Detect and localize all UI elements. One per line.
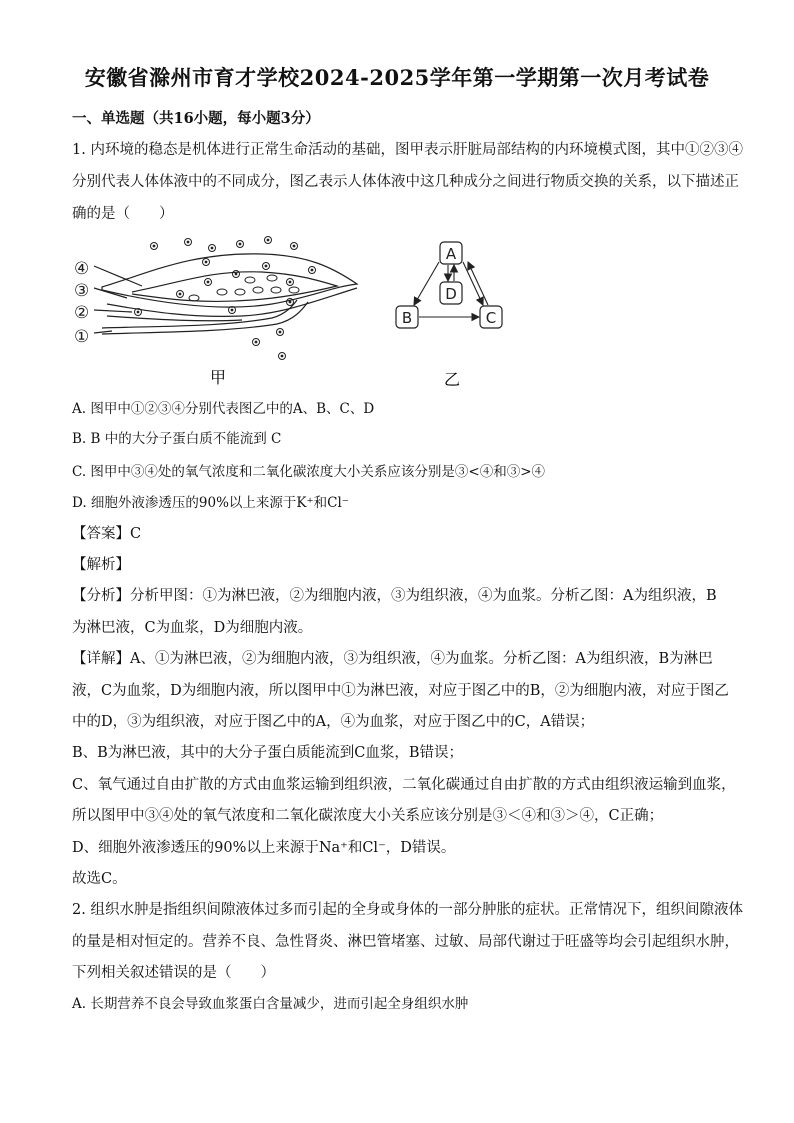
q2-stem-line: 2. 组织水肿是指组织间隙液体过多而引起的全身或身体的一部分肿胀的症状。正常情况下，组织间隙液体 <box>72 902 743 918</box>
q1-analysis-line: C、氧气通过自由扩散的方式由血浆运输到组织液，二氧化碳通过自由扩散的方式由组织液运输到血浆， <box>72 777 736 793</box>
q1-analysis-line: 液，C为血浆，D为细胞内液，所以图甲中①为淋巴液，对应于图乙中的B，②为细胞内液，对应于图乙 <box>72 683 729 699</box>
q1-option-b: B. B 中的大分子蛋白质不能流到 C <box>72 431 282 447</box>
caption-yi: 乙 <box>444 370 461 389</box>
node-a-label: A <box>445 245 457 263</box>
label-2: ② <box>74 303 90 323</box>
q1-stem-line: 确的是（ ） <box>72 206 174 222</box>
node-b-label: B <box>401 309 413 327</box>
q1-stem-line: 分别代表人体体液中的不同成分，图乙表示人体体液中这几种成分之间进行物质交换的关系，以下描述正 <box>72 174 739 190</box>
section-heading: 一、单选题（共16小题，每小题3分） <box>72 110 320 127</box>
node-c-label: C <box>485 309 497 327</box>
label-4: ④ <box>74 259 90 279</box>
q1-analysis-line: 中的D，③为组织液，对应于图乙中的A，④为血浆，对应于图乙中的C，A错误； <box>72 714 595 730</box>
label-1: ① <box>74 327 90 347</box>
q1-analysis-heading: 【解析】 <box>72 557 130 573</box>
q2-stem-line: 下列相关叙述错误的是（ ） <box>72 965 275 981</box>
q2-option-a: A. 长期营养不良会导致血浆蛋白含量减少，进而引起全身组织水肿 <box>72 996 469 1012</box>
q1-option-a: A. 图甲中①②③④分别代表图乙中的A、B、C、D <box>72 401 375 417</box>
q1-figure <box>72 232 532 392</box>
q1-analysis-line: 为淋巴液，C为血浆，D为细胞内液。 <box>72 620 313 636</box>
q1-stem-line: 1. 内环境的稳态是机体进行正常生命活动的基础，图甲表示肝脏局部结构的内环境模式图，其中①②③④ <box>72 142 743 158</box>
node-d-label: D <box>445 285 457 303</box>
q1-option-c: C. 图甲中③④处的氧气浓度和二氧化碳浓度大小关系应该分别是③<④和③>④ <box>72 464 546 480</box>
q1-analysis-line: 【分析】分析甲图：①为淋巴液，②为细胞内液，③为组织液，④为血浆。分析乙图：A为组织液，B <box>72 588 717 604</box>
q1-conclusion: 故选C。 <box>72 871 127 887</box>
exam-title: 安徽省滁州市育才学校2024-2025学年第一学期第一次月考试卷 <box>84 65 710 90</box>
q1-analysis-line: B、B为淋巴液，其中的大分子蛋白质能流到C血浆，B错误； <box>72 745 464 761</box>
q1-answer: 【答案】C <box>72 526 142 542</box>
q2-stem-line: 的量是相对恒定的。营养不良、急性肾炎、淋巴管堵塞、过敏、局部代谢过于旺盛等均会引起组织水肿， <box>72 934 739 950</box>
label-3: ③ <box>74 281 90 301</box>
q1-option-d: D. 细胞外液渗透压的90%以上来源于K⁺和Cl⁻ <box>72 495 349 511</box>
q1-analysis-line: 【详解】A、①为淋巴液，②为细胞内液，③为组织液，④为血浆。分析乙图：A为组织液，B为淋巴 <box>72 651 713 667</box>
q1-analysis-line: D、细胞外液渗透压的90%以上来源于Na⁺和Cl⁻，D错误。 <box>72 840 456 856</box>
caption-jia: 甲 <box>210 368 227 387</box>
q1-analysis-line: 所以图甲中③④处的氧气浓度和二氧化碳浓度大小关系应该分别是③＜④和③＞④，C正确； <box>72 808 664 824</box>
